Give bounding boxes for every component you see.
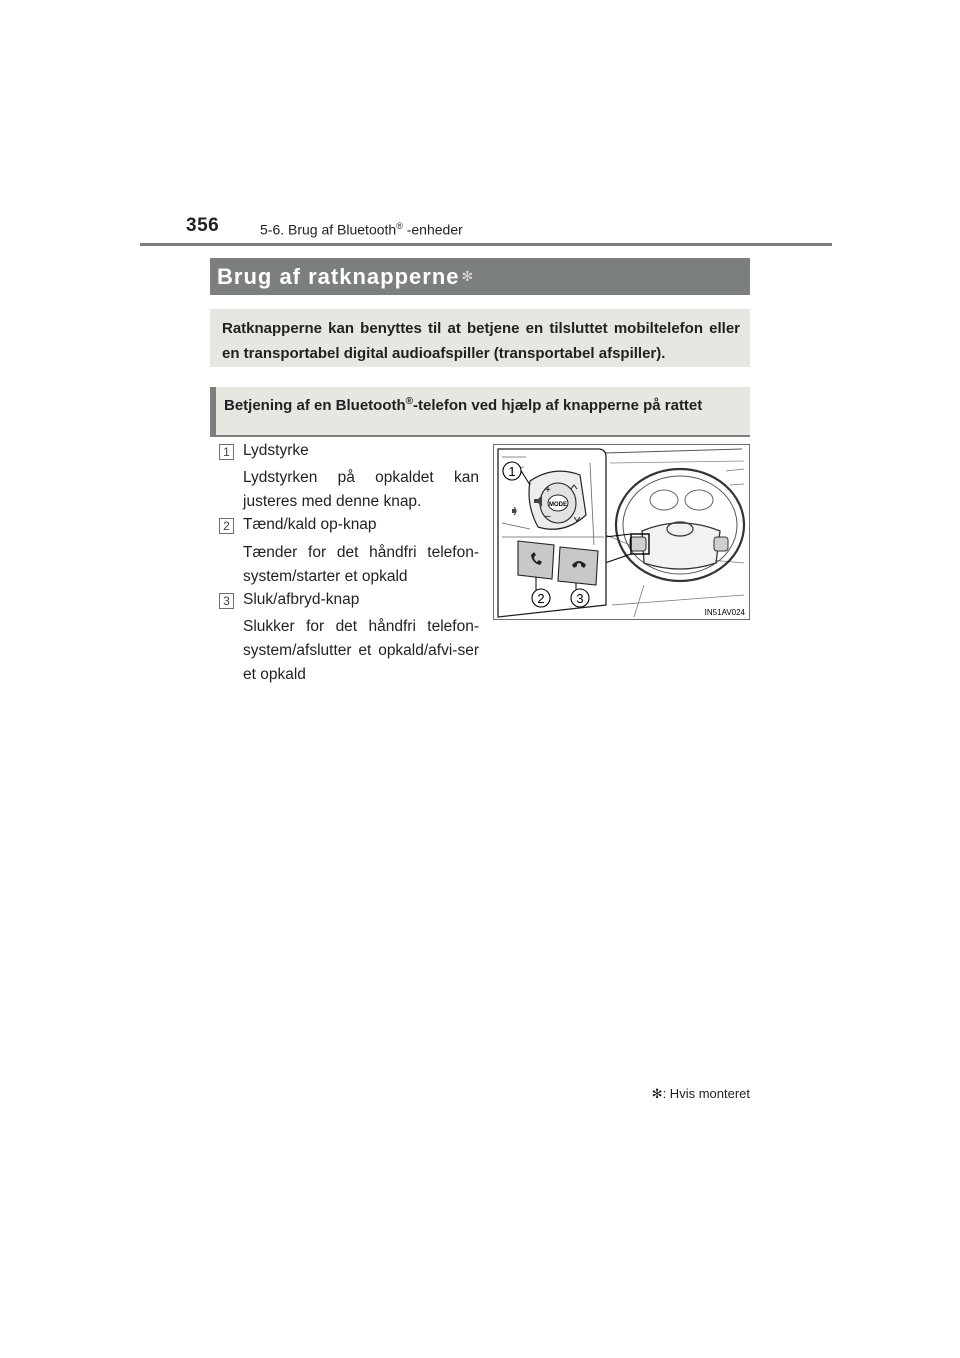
- steering-wheel-illustration: [494, 445, 749, 619]
- page-number: 356: [186, 215, 220, 236]
- callout-3: 3: [576, 591, 584, 606]
- header-rule: [140, 243, 832, 246]
- minus-label: –: [545, 511, 551, 522]
- callout-2: 2: [537, 591, 545, 606]
- item-title-2: Tænd/kald op-knap: [243, 516, 377, 533]
- item-desc-3: Slukker for det håndfri telefon-system/afslutter et opkald/afvi-ser et opkald: [243, 618, 479, 683]
- title-bar: [210, 258, 750, 295]
- mode-button-label: MODE: [549, 502, 567, 508]
- subheading-prefix: Betjening af en Bluetooth: [224, 397, 406, 414]
- item-desc-1: Lydstyrken på opkaldet kan justeres med denne knap.: [243, 469, 479, 510]
- section-reference: [260, 221, 463, 238]
- item-number-2: 2: [219, 518, 234, 534]
- asterisk-icon: ✻: [651, 1086, 663, 1101]
- figure-code: IN51AV024: [704, 608, 745, 617]
- item-title-1: Lydstyrke: [243, 442, 309, 459]
- plus-label: +: [545, 485, 551, 496]
- section-suffix: -enheder: [402, 221, 463, 238]
- registered-mark: ®: [405, 396, 414, 407]
- callout-1: 1: [508, 464, 516, 479]
- registered-mark: ®: [396, 221, 403, 231]
- intro-box: Ratknapperne kan benyttes til at betjene en tilsluttet mobiltelefon eller en transportabel digital audioafspiller (transportabel afspiller).: [210, 309, 750, 367]
- section-prefix: 5-6. Brug af Bluetooth: [260, 221, 397, 238]
- item-number-1: 1: [219, 444, 234, 460]
- subheading-box: [210, 387, 750, 437]
- item-desc-2: Tænder for det håndfri telefon-system/starter et opkald: [243, 544, 479, 585]
- steering-switch-figure: [493, 444, 750, 620]
- subheading-suffix: -telefon ved hjælp af knapperne på rattet: [413, 397, 703, 414]
- item-number-3: 3: [219, 593, 234, 609]
- page-title: Brug af ratknapperne: [217, 263, 460, 289]
- footnote: [652, 1086, 750, 1102]
- asterisk-icon: ✻: [461, 268, 474, 284]
- footnote-text: : Hvis monteret: [662, 1086, 750, 1101]
- item-title-3: Sluk/afbryd-knap: [243, 591, 360, 608]
